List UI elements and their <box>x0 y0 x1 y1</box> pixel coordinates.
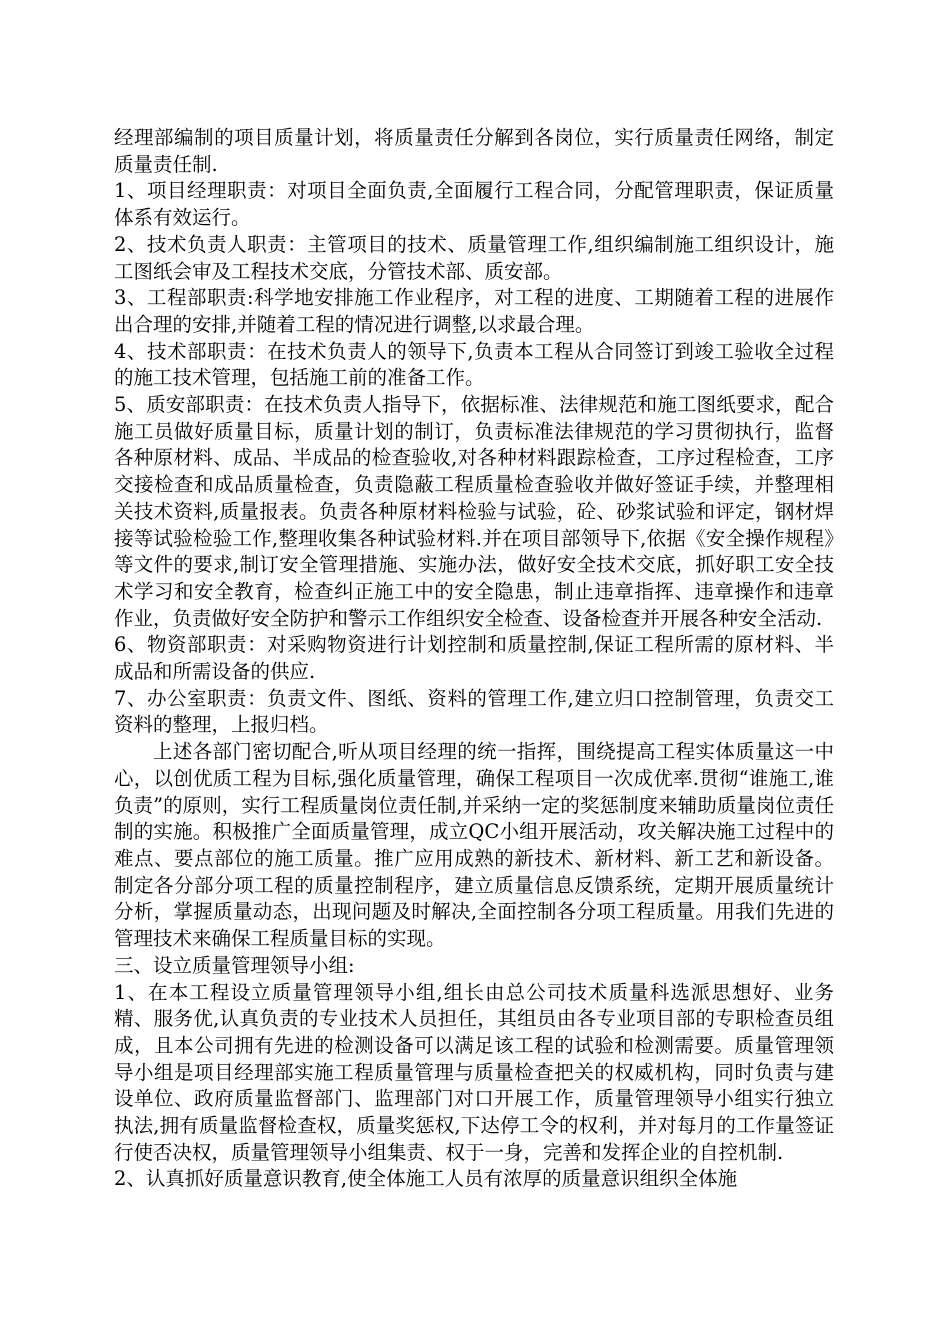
paragraph-technical-dept: 4、技术部职责：在技术负责人的领导下,负责本工程从合同签订到竣工验收全过程的施工技术管理，包括施工前的准备工作。 <box>114 339 834 390</box>
paragraph-intro: 经理部编制的项目质量计划，将质量责任分解到各岗位，实行质量责任网络，制定质量责任制. <box>114 126 834 176</box>
paragraph-technical-lead: 2、技术负责人职责：主管项目的技术、质量管理工作,组织编制施工组织设计，施工图纸会审及工程技术交底，分管技术部、质安部。 <box>114 232 834 283</box>
paragraph-materials-dept: 6、物资部职责：对采购物资进行计划控制和质量控制,保证工程所需的原材料、半成品和所需设备的供应. <box>114 633 834 684</box>
paragraph-engineering-dept: 3、工程部职责:科学地安排施工作业程序，对工程的进度、工期随着工程的进展作出合理的安排,并随着工程的情况进行调整,以求最合理。 <box>114 286 834 336</box>
document-body <box>114 125 834 1193</box>
paragraph-coordination: 上述各部门密切配合,听从项目经理的统一指挥，围绕提高工程实体质量这一中心，以创优质工程为目标,强化质量管理，确保工程项目一次成优率.贯彻“谁施工,谁负责”的原则，实行工程质量岗位责任制,并采纳一定的奖惩制度来辅助质量岗位责任制的实施。积极推广全面质量管理，成立QC小组开展活动，攻关解决施工过程中的难点、要点部位的施工质量。推广应用成熟的新技术、新材料、新工艺和新设备。制定各分部分项工程的质量控制程序，建立质量信息反馈系统，定期开展质量统计分析，掌握质量动态，出现问题及时解决,全面控制各分项工程质量。用我们先进的管理技术来确保工程质量目标的实现。 <box>114 740 834 951</box>
section-heading-quality-group: 三、设立质量管理领导小组: <box>114 953 355 977</box>
paragraph-quality-group-2: 2、认真抓好质量意识教育,使全体施工人员有浓厚的质量意识组织全体施 <box>114 1167 738 1191</box>
paragraph-project-manager: 1、项目经理职责：对项目全面负责,全面履行工程合同，分配管理职责，保证质量体系有效运行。 <box>114 179 834 230</box>
paragraph-quality-safety-dept: 5、质安部职责：在技术负责人指导下，依据标准、法律规范和施工图纸要求，配合施工员做好质量目标，质量计划的制订，负责标准法律规范的学习贯彻执行，监督各种原材料、成品、半成品的检查验收,对各种材料跟踪检查，工序过程检查，工序交接检查和成品质量检查，负责隐蔽工程质量检查验收并做好签证手续，并整理相关技术资料,质量报表。负责各种原材料检验与试验，砼、砂浆试验和评定，钢材焊接等试验检验工作,整理收集各种试验材料.并在项目部领导下,依据《安全操作规程》等文件的要求,制订安全管理措施、实施办法，做好安全技术交底，抓好职工安全技术学习和安全教育，检查纠正施工中的安全隐患，制止违章指挥、违章操作和违章作业，负责做好安全防护和警示工作组织安全检查、设备检查并开展各种安全活动. <box>114 393 834 630</box>
paragraph-office: 7、办公室职责：负责文件、图纸、资料的管理工作,建立归口控制管理，负责交工资料的整理，上报归档。 <box>114 686 834 737</box>
paragraph-quality-group-1: 1、在本工程设立质量管理领导小组,组长由总公司技术质量科选派思想好、业务精、服务优,认真负责的专业技术人员担任，其组员由各专业项目部的专职检查员组成，且本公司拥有先进的检测设备可以满足该工程的试验和检测需要。质量管理领导小组是项目经理部实施工程质量管理与质量检查把关的权威机构，同时负责与建设单位、政府质量监督部门、监理部门对口开展工作，质量管理领导小组实行独立执法,拥有质量监督检查权，质量奖惩权,下达停工令的权利，并对每月的工作量签证行使否决权，质量管理领导小组集责、权于一身，完善和发挥企业的自控机制. <box>114 980 834 1164</box>
